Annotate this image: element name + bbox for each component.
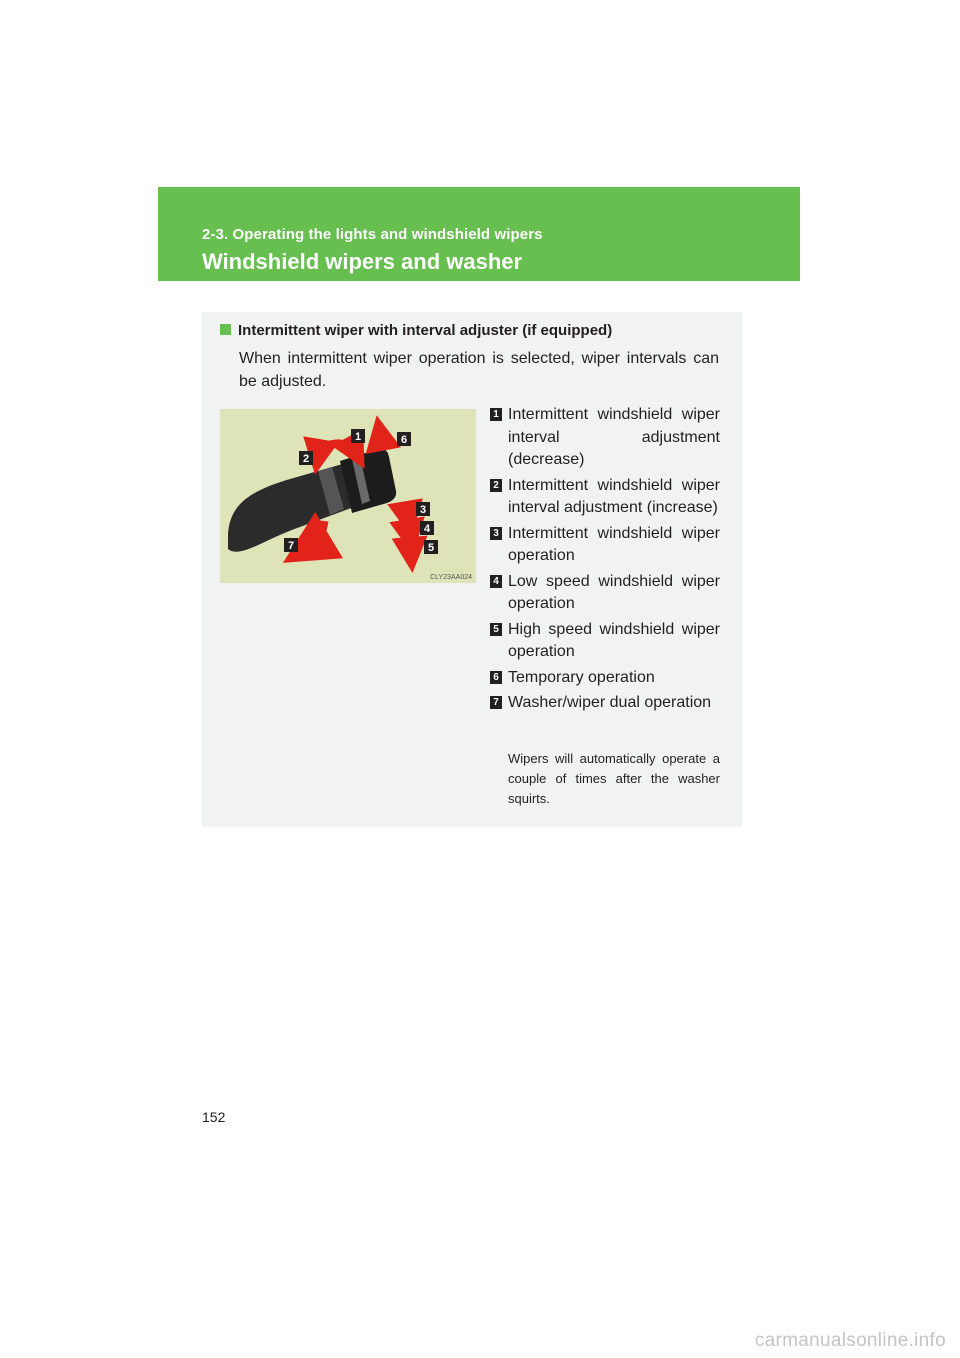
number-badge: 2 [490,479,502,492]
arrow-5 [410,543,411,555]
wiper-lever-illustration [220,409,476,583]
callout-5 [424,540,438,554]
section-header [158,187,800,281]
callout-3 [416,502,430,516]
arrow-7 [306,521,324,549]
arrow-4 [408,525,410,537]
washer-note: Wipers will automatically operate a couple of times after the washer squirts. [508,751,720,806]
number-badge: 4 [490,575,502,588]
intro-paragraph: When intermittent wiper operation is selected, wiper intervals can be adjusted. [239,350,719,390]
list-item-text: High speed windshield wiper operation [508,620,720,660]
callout-legend-list [490,404,720,718]
list-item [490,571,720,616]
list-item [490,523,720,568]
list-item-text: Washer/wiper dual operation [508,694,712,711]
list-item-text: Temporary operation [508,668,655,686]
subheading-text: Intermittent wiper with interval adjuster (if equipped) [238,322,613,339]
callout-2 [299,451,313,465]
list-item-text: Intermittent windshield wiper operation [508,524,720,564]
site-watermark: carmanualsonline.info [754,1330,946,1351]
figure-code: CLY23AA024 [430,574,472,581]
page-title: Windshield wipers and washer [202,249,523,274]
number-badge: 7 [490,696,502,709]
list-item [490,475,720,520]
svg-text:2: 2 [302,453,310,465]
list-item-text: Intermittent windshield wiper interval adjustment (increase) [508,476,720,516]
list-item [490,667,720,690]
list-item-text: Low speed windshield wiper operation [508,572,720,612]
svg-text:5: 5 [427,542,435,554]
square-bullet-icon [220,324,231,335]
subheading [220,322,612,339]
svg-text:1: 1 [354,431,362,443]
callout-7 [284,538,298,552]
list-item [490,619,720,664]
callout-1 [351,429,365,443]
callout-6 [397,432,411,446]
list-item [490,692,720,715]
svg-text:4: 4 [423,523,431,535]
svg-text:3: 3 [419,504,427,516]
number-badge: 1 [490,408,502,421]
page-number: 152 [202,1109,226,1125]
number-badge: 5 [490,623,502,636]
list-item [490,404,720,472]
svg-text:6: 6 [400,434,408,446]
list-item-text: Intermittent windshield wiper interval adjustment (decrease) [508,406,720,468]
arrow-3 [406,507,408,519]
section-label: 2-3. Operating the lights and windshield wipers [202,226,543,243]
content-box [202,312,742,827]
number-badge: 6 [490,671,502,684]
arrow-6 [380,433,383,449]
wiper-lever-svg [220,409,476,583]
svg-text:7: 7 [287,540,295,552]
callout-4 [420,521,434,535]
number-badge: 3 [490,527,502,540]
arrow-2 [318,443,342,457]
